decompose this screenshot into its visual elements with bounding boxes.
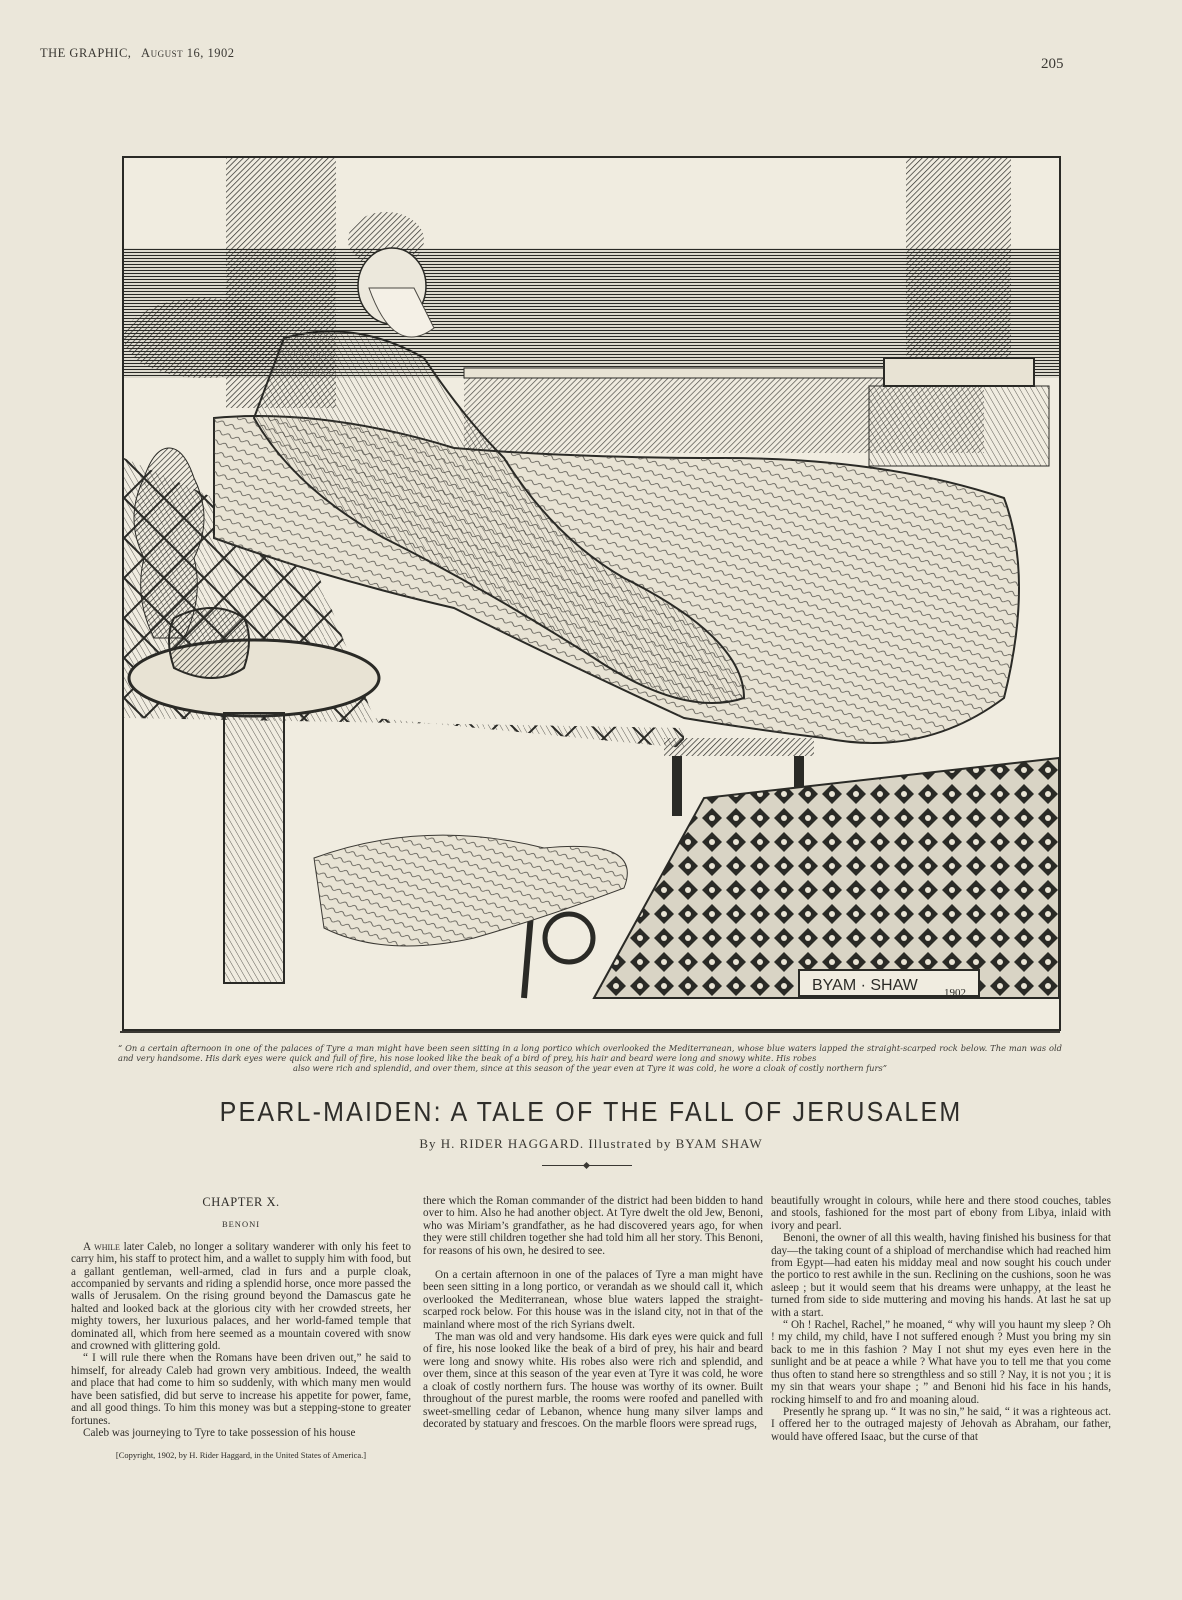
- illustration-caption: [118, 1043, 1062, 1073]
- paragraph: “ Oh ! Rachel, Rachel,” he moaned, “ why will you haunt my sleep ? Oh ! my child, my child, have I not suffered enough ? Must you bring my sin back to me in this fashion ? May I not shut my eyes even here in the sunlight and be at peace a while ? What have you to tell me that you come thus often to stand here so strengthless and so still ? Nay, it is not you ; it is my sin that wears your shape ; ” and Benoni hid his face in his hands, rocking himself to and fro and moaning aloud.: [771, 1319, 1111, 1406]
- illustration: [122, 156, 1061, 1031]
- ornament-divider: [542, 1163, 632, 1169]
- text-column-2: [423, 1195, 763, 1430]
- page-number: 205: [1041, 56, 1064, 72]
- paragraph: Benoni, the owner of all this wealth, having finished his business for that day—the taking count of a shipload of merchandise which had reached him from Egypt—had eaten his midday meal and now sought his couch under the portico to rest awhile in the sun. Reclining on the cushions, soon he was asleep ; but it would seem that his dreams were unhappy, at the least he turned from side to side muttering and moving his hands. At last he sat up with a start.: [771, 1232, 1111, 1319]
- text-column-3: [771, 1195, 1111, 1443]
- caption-line-1: “ On a certain afternoon in one of the palaces of Tyre a man might have been seen sitting in a long portico which overlooked the Mediterranean, whose blue waters lapped the straight-scarped rock below. The man was old and very handsome. His dark eyes were quick and full of fire, his nose looked like the beak of a bird of prey, his hair and beard were long and snowy white. His robes: [118, 1043, 1062, 1063]
- chapter-heading: CHAPTER X.: [202, 1195, 280, 1209]
- article-title: PEARL-MAIDEN: A TALE OF THE FALL OF JERUSALEM: [219, 1096, 963, 1128]
- illustration-engraving: [124, 158, 1059, 1029]
- article-byline: By H. RIDER HAGGARD. Illustrated by BYAM SHAW: [419, 1136, 763, 1151]
- illustration-rule: [120, 1031, 1060, 1033]
- artist-signature: BYAM · SHAW: [812, 977, 918, 994]
- paragraph: A while later Caleb, no longer a solitary wanderer with only his feet to carry him, his staff to protect him, and a wallet to supply him with food, but a gallant gentleman, well-armed, clad in furs and a purple cloak, accompanied by servants and riding a splendid horse, once more passed the walls of Jerusalem. On the rising ground beyond the Damascus gate he halted and looked back at the glorious city with her crowded streets, her mighty towers, her luxurious palaces, and her world-famed temple that dominated all, which from here seemed as a mountain covered with snow and crowned with glittering gold.: [71, 1240, 411, 1353]
- issue-date: August 16, 1902: [141, 46, 235, 60]
- paragraph: there which the Roman commander of the district had been bidden to hand over to him. Also he had another object. At Tyre dwelt the old Jew, Benoni, who was Miriam’s grandfather, as he had discovered years ago, for when they were still children together she had told him all her story. This Benoni, for reasons of his own, he desired to see.: [423, 1195, 763, 1257]
- paragraph: “ I will rule there when the Romans have been driven out,” he said to himself, for already Caleb had grown very ambitious. Indeed, the wealth and place that had come to him so suddenly, with which many men would have been satisfied, did but serve to increase his appetite for power, fame, and all good things. To him this money was but a stepping-stone to greater fortunes.: [71, 1352, 411, 1427]
- paragraph: Presently he sprang up. “ It was no sin,” he said, “ it was a righteous act. I offered her to the outraged majesty of Jehovah as Abraham, our father, would have offered Isaac, but the curse of that: [771, 1405, 1111, 1443]
- paragraph: On a certain afternoon in one of the palaces of Tyre a man might have been seen sitting in a long portico, or verandah as we should call it, which overlooked the Mediterranean, whose blue waters lapped the straight-scarped rock below. For this house was in the island city, not in that of the mainland where most of the rich Syrians dwelt.: [423, 1269, 763, 1331]
- signature-year: 1902: [944, 987, 966, 999]
- paragraph: The man was old and very handsome. His dark eyes were quick and full of fire, his nose looked like the beak of a bird of prey, his hair and beard were long and snowy white. His robes also were rich and splendid, and over them, since at this season of the year even at Tyre it was cold, he wore a cloak of costly northern furs. The house was worthy of its owner. Built throughout of the purest marble, the rooms were roofed and panelled with sweet-smelling cedar of Lebanon, whence hung many silver lamps and decorated by statuary and frescoes. On the marble floors were spread rugs,: [423, 1331, 763, 1430]
- paragraph: beautifully wrought in colours, while here and there stood couches, tables and stools, fashioned for the most part of ebony from Libya, inlaid with ivory and pearl.: [771, 1195, 1111, 1232]
- copyright-notice: [Copyright, 1902, by H. Rider Haggard, in the United States of America.]: [115, 1450, 367, 1461]
- text-column-1: [71, 1196, 411, 1462]
- publication-name: THE GRAPHIC,: [40, 46, 132, 60]
- chapter-title: BENONI: [221, 1219, 261, 1230]
- paragraph: Caleb was journeying to Tyre to take possession of his house: [83, 1426, 356, 1439]
- page-header: [40, 46, 234, 61]
- caption-line-2: also were rich and splendid, and over them, since at this season of the year even at Tyre it was cold, he wore a cloak of costly northern furs”: [293, 1063, 887, 1073]
